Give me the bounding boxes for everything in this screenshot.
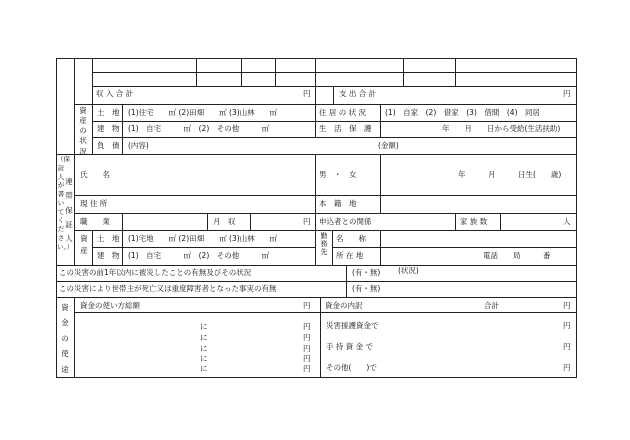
usage-row-prefix: に xyxy=(200,364,208,373)
usage-sum-unit: 円 xyxy=(563,301,571,310)
guarantor-work-label: 勤務先 xyxy=(320,232,328,257)
rule xyxy=(380,104,381,137)
usage-row-prefix: に xyxy=(200,322,208,331)
rule xyxy=(333,86,334,104)
usage-row-prefix: に xyxy=(200,333,208,342)
rule xyxy=(320,297,321,377)
rule xyxy=(315,104,316,137)
guarantor-note: （保証人が書いてください。） xyxy=(57,155,74,251)
rule xyxy=(403,58,404,86)
guarantor-family-label: 家 族 数 xyxy=(460,217,488,226)
rule xyxy=(56,265,577,266)
guarantor-land-label: 土 地 xyxy=(97,234,120,243)
assets-land-label: 土 地 xyxy=(97,108,120,117)
guarantor-land-items: (1)宅地 ㎡ (2)田畑 ㎡ (3)山林 ㎡ xyxy=(128,234,278,243)
usage-breakdown-unit: 円 xyxy=(563,342,571,351)
guarantor-domicile-label: 本 籍 地 xyxy=(319,199,357,208)
rule xyxy=(332,247,576,248)
rule xyxy=(74,195,576,196)
usage-breakdown-label: 資金の内訳 xyxy=(325,301,363,310)
usage-row-unit: 円 xyxy=(303,333,311,342)
rule xyxy=(92,58,93,154)
rule xyxy=(92,72,576,73)
rule xyxy=(122,104,123,154)
rule xyxy=(56,281,577,282)
usage-row-prefix: に xyxy=(200,344,208,353)
guarantor-asset-label: 資産 xyxy=(80,234,88,255)
assets-debt-amount: (金額) xyxy=(378,141,399,150)
usage-total-label: 資金の使い方総額 xyxy=(80,301,140,310)
assets-building-items: (1) 自宅 ㎡ (2) その他 ㎡ xyxy=(128,124,270,133)
guarantor-building-items: (1) 自宅 ㎡ (2) その他 ㎡ xyxy=(128,251,270,260)
rule xyxy=(74,58,75,154)
rule xyxy=(56,154,577,155)
usage-section-label: 資金の使途 xyxy=(61,303,69,374)
usage-row-unit: 円 xyxy=(303,322,311,331)
guarantor-family-unit: 人 xyxy=(563,217,571,226)
rule xyxy=(92,230,93,265)
guarantor-work-name-label: 名 称 xyxy=(336,234,366,243)
usage-breakdown-label: その他( )で xyxy=(326,363,377,372)
rule xyxy=(207,213,208,230)
usage-sum-label: 合計 xyxy=(484,301,499,310)
rule xyxy=(380,230,381,265)
usage-row-unit: 円 xyxy=(303,344,311,353)
rule xyxy=(92,137,576,138)
usage-row-prefix: に xyxy=(200,354,208,363)
guarantor-gender: 男 ・ 女 xyxy=(319,170,357,179)
housing-label: 住 居 の 状 況 xyxy=(319,108,367,117)
rule xyxy=(92,121,576,122)
rule xyxy=(56,297,577,298)
rule xyxy=(74,312,576,313)
question-previous-disaster: この災害の前1年以内に被災したことの有無及びその状況 xyxy=(59,268,252,277)
question-householder-death: この災害により世帯主が死亡又は重度障害者となった事実の有無 xyxy=(59,284,277,293)
rule xyxy=(275,58,276,86)
rule xyxy=(74,230,576,231)
rule xyxy=(315,58,316,104)
rule xyxy=(196,58,197,86)
usage-total-unit: 円 xyxy=(303,301,311,310)
assets-debt-content: (内容) xyxy=(128,141,149,150)
welfare-value: 年 月 日から受給(生活扶助) xyxy=(442,124,561,133)
guarantor-relation-label: 申込者との関係 xyxy=(319,217,372,226)
income-total-label: 収 入 合 計 xyxy=(96,89,134,98)
rule xyxy=(455,58,456,86)
rule xyxy=(74,297,75,377)
guarantor-phone-label: 電話 局 番 xyxy=(483,251,551,260)
guarantor-building-label: 建 物 xyxy=(97,251,120,260)
rule xyxy=(92,86,576,87)
rule xyxy=(74,104,576,105)
guarantor-birth: 年 月 日生( 歳) xyxy=(458,170,562,179)
usage-row-unit: 円 xyxy=(303,354,311,363)
rule xyxy=(74,154,75,265)
guarantor-income-unit: 円 xyxy=(303,217,311,226)
welfare-label: 生 活 保 護 xyxy=(319,124,372,133)
rule xyxy=(122,213,123,265)
rule xyxy=(500,213,501,230)
rule xyxy=(250,213,251,230)
rule xyxy=(92,247,315,248)
rule xyxy=(332,230,333,265)
rule xyxy=(241,58,242,86)
rule xyxy=(455,213,456,230)
usage-breakdown-label: 手 持 資 金 で xyxy=(326,342,374,351)
guarantor-section-label: 連帯保証人 xyxy=(65,177,73,243)
assets-debt-label: 負 債 xyxy=(97,141,120,150)
rule xyxy=(315,154,316,265)
expense-total-label: 支 出 合 計 xyxy=(339,89,377,98)
guarantor-address-label: 現 住 所 xyxy=(80,199,108,208)
expense-total-unit: 円 xyxy=(563,89,571,98)
usage-breakdown-unit: 円 xyxy=(563,321,571,330)
guarantor-job-label: 職 業 xyxy=(80,217,110,226)
rule xyxy=(56,377,577,378)
guarantor-name-label: 氏 名 xyxy=(80,170,110,179)
rule xyxy=(380,154,381,213)
assets-section-label: 資産の状況 xyxy=(79,106,87,156)
income-total-unit: 円 xyxy=(303,89,311,98)
question-previous-answer: (有・無) xyxy=(352,268,381,277)
question-householder-answer: (有・無) xyxy=(352,284,381,293)
housing-options: (1) 自家 (2) 借家 (3) 借間 (4) 同居 xyxy=(385,108,540,117)
rule xyxy=(576,58,577,378)
rule xyxy=(56,58,577,59)
rule xyxy=(346,265,347,297)
usage-row-unit: 円 xyxy=(303,364,311,373)
usage-breakdown-unit: 円 xyxy=(563,363,571,372)
guarantor-work-address-label: 所 在 地 xyxy=(336,251,364,260)
usage-breakdown-label: 災害援護資金で xyxy=(326,321,379,330)
assets-land-items: (1)住宅 ㎡ (2)田畑 ㎡ (3)山林 ㎡ xyxy=(128,108,278,117)
assets-building-label: 建 物 xyxy=(97,124,120,133)
question-previous-status: (状況) xyxy=(398,266,419,275)
guarantor-income-label: 月 収 xyxy=(213,217,236,226)
